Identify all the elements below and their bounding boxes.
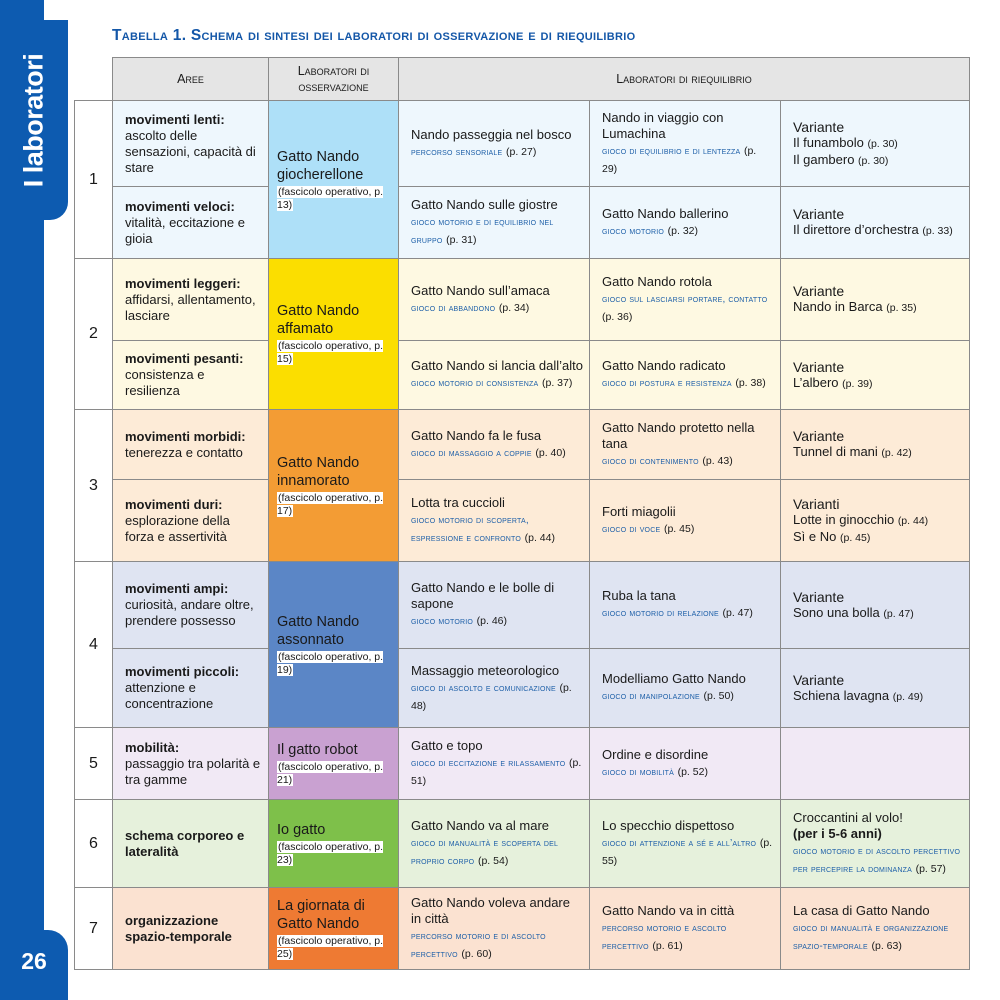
lab-type: gioco di attenzione a sé e all’altro <box>602 838 757 849</box>
area-description: esplorazione della forza e assertività <box>125 512 230 544</box>
variant-item <box>793 299 963 316</box>
table-row <box>75 888 970 970</box>
variant-page: (p. 33) <box>922 225 953 237</box>
area-description: passaggio tra polarità e tra gamme <box>125 755 261 787</box>
variant-page: (p. 39) <box>842 377 873 390</box>
lab-page: (p. 31) <box>446 233 477 246</box>
area-description: curiosità, andare oltre, prendere possesso <box>125 597 254 628</box>
lab-name: Gatto Nando e le bolle di sapone <box>411 580 555 611</box>
section-label: I laboratori <box>18 53 49 187</box>
lab-subtitle <box>602 520 774 538</box>
lab-name: Modelliamo Gatto Nando <box>602 671 746 686</box>
lab-type: gioco di voce <box>602 523 661 535</box>
observation-lab <box>269 562 399 728</box>
table-row <box>75 187 970 259</box>
lab-subtitle <box>411 444 583 462</box>
lab-subtitle <box>602 374 774 392</box>
riequilibrio-cell-c2 <box>590 562 781 649</box>
observation-lab-name: Gatto Nando affamato <box>277 303 360 337</box>
lab-page: (p. 44) <box>524 531 555 544</box>
lab-name: Gatto Nando sull’amaca <box>411 282 550 298</box>
lab-type: gioco motorio di consistenza <box>411 378 539 389</box>
lab-subtitle <box>793 842 963 878</box>
lab-type: gioco motorio e di equilibrio nel gruppo <box>411 216 554 246</box>
area-cell <box>113 480 269 562</box>
lab-page: (p. 45) <box>663 522 695 535</box>
riequilibrio-cell-c3 <box>781 187 970 259</box>
variant-heading: Varianti <box>793 495 840 512</box>
variant-item <box>793 512 963 529</box>
lab-page: (p. 27) <box>506 145 537 158</box>
lab-page: (p. 48) <box>411 681 572 712</box>
riequilibrio-cell-c2 <box>590 888 781 970</box>
observation-lab <box>269 728 399 800</box>
variant-name: L’albero <box>793 374 839 390</box>
variant-name: Nando in Barca <box>793 299 883 314</box>
lab-type: gioco di abbandono <box>411 302 496 314</box>
variant-name: Il gambero <box>793 151 855 167</box>
group-number: 4 <box>75 562 113 728</box>
header-aree: Aree <box>113 58 269 101</box>
observation-lab-note <box>277 651 392 677</box>
riequilibrio-cell-c2 <box>590 410 781 480</box>
lab-name: Gatto Nando rotola <box>602 274 712 289</box>
observation-lab <box>269 410 399 562</box>
lab-subtitle <box>602 834 774 869</box>
lab-name: Massaggio meteorologico <box>411 662 560 678</box>
area-cell <box>113 410 269 480</box>
lab-name: La casa di Gatto Nando <box>793 902 930 918</box>
lab-subtitle <box>411 927 583 963</box>
area-cell <box>113 341 269 410</box>
area-description: affidarsi, allentamento, lasciare <box>125 291 256 323</box>
lab-type: gioco di postura e resistenza <box>602 378 732 389</box>
observation-lab <box>269 101 399 259</box>
header-row <box>75 58 970 101</box>
riequilibrio-cell-c2 <box>590 259 781 341</box>
table-row <box>75 480 970 562</box>
variant-name: Lotte in ginocchio <box>793 511 895 527</box>
area-description: attenzione e concentrazione <box>125 680 214 711</box>
group-number: 5 <box>75 728 113 800</box>
lab-page: (p. 38) <box>735 377 766 389</box>
lab-name: Gatto Nando protetto nella tana <box>602 419 755 451</box>
observation-lab-note <box>277 186 392 212</box>
variant-page: (p. 45) <box>839 531 871 544</box>
lab-type: gioco motorio di scoperta, espressione e confronto <box>411 514 529 544</box>
table-title: Tabella 1. Schema di sintesi dei laboratori di osservazione e di riequilibrio <box>112 27 636 44</box>
lab-subtitle <box>411 299 583 317</box>
area-title: movimenti pesanti: <box>125 351 244 366</box>
area-title: movimenti morbidi: <box>125 428 246 444</box>
variant-heading: Variante <box>793 283 845 299</box>
lab-page: (p. 54) <box>477 854 509 867</box>
table-row <box>75 101 970 187</box>
lab-page: (p. 32) <box>667 224 699 237</box>
table-row <box>75 341 970 410</box>
observation-lab-name: La giornata di Gatto Nando <box>277 897 365 932</box>
area-title: organizzazione spazio-temporale <box>125 912 232 944</box>
observation-lab-note <box>277 340 392 366</box>
riequilibrio-cell-c1 <box>399 410 590 480</box>
lab-subtitle <box>602 452 774 470</box>
variant-page: (p. 49) <box>892 690 924 703</box>
lab-name: Gatto Nando si lancia dall’alto <box>411 358 583 373</box>
lab-type: gioco di manualità e organizzazione spazio-temporale <box>793 922 949 952</box>
variant-item <box>793 222 963 239</box>
variant-heading: Variante <box>793 428 845 444</box>
area-title: movimenti duri: <box>125 496 223 512</box>
lab-page: (p. 43) <box>702 454 733 467</box>
area-cell <box>113 649 269 728</box>
variant-page: (p. 30) <box>867 137 898 150</box>
variant-name: Sì e No <box>793 528 837 544</box>
riequilibrio-cell-c1 <box>399 101 590 187</box>
lab-type: gioco di manualità e scoperta del proprio corpo <box>411 837 559 867</box>
variant-item <box>793 688 963 705</box>
lab-name: Ruba la tana <box>602 588 676 603</box>
observation-lab-note-text: (fascicolo operativo, p. 17) <box>277 491 384 517</box>
variant-page: (p. 30) <box>858 154 889 167</box>
lab-page: (p. 63) <box>871 939 902 952</box>
table-row <box>75 800 970 888</box>
lab-type: gioco di manipolazione <box>602 691 700 702</box>
riequilibrio-cell-c2 <box>590 649 781 728</box>
observation-lab-note <box>277 935 392 961</box>
variant-page: (p. 35) <box>886 302 917 314</box>
riequilibrio-cell-c3 <box>781 259 970 341</box>
lab-page: (p. 60) <box>461 947 492 960</box>
observation-lab-name: Gatto Nando giocherellone <box>277 148 364 183</box>
variant-page: (p. 42) <box>881 447 912 459</box>
observation-lab-note <box>277 492 392 518</box>
header-riequilibrio: Laboratori di riequilibrio <box>399 58 970 101</box>
riequilibrio-cell-c1 <box>399 341 590 410</box>
table-row <box>75 728 970 800</box>
lab-subtitle <box>411 374 583 392</box>
lab-subtitle <box>602 763 774 781</box>
lab-name: Lotta tra cuccioli <box>411 494 505 510</box>
area-cell <box>113 259 269 341</box>
lab-type: gioco di contenimento <box>602 455 699 467</box>
lab-name: Nando in viaggio con Lumachina <box>602 110 724 141</box>
riequilibrio-cell-c3 <box>781 728 970 800</box>
lab-type: gioco motorio <box>602 225 665 237</box>
lab-page: (p. 52) <box>677 765 708 778</box>
variant-name: Schiena lavagna <box>793 687 890 703</box>
riequilibrio-cell-c2 <box>590 480 781 562</box>
variant-page: (p. 47) <box>883 607 914 620</box>
riequilibrio-cell-c2 <box>590 187 781 259</box>
riequilibrio-cell-c1 <box>399 259 590 341</box>
table-row <box>75 259 970 341</box>
lab-name: Croccantini al volo! <box>793 809 903 825</box>
variant-item <box>793 375 963 392</box>
variant-name: Il funambolo <box>793 134 864 150</box>
summary-table <box>74 57 970 970</box>
observation-lab-note-text: (fascicolo operativo, p. 13) <box>277 185 384 211</box>
area-description: vitalità, eccitazione e gioia <box>125 214 245 246</box>
lab-page: (p. 51) <box>411 757 582 787</box>
lab-type: percorso motorio e di ascolto percettivo <box>411 930 546 960</box>
lab-name: Gatto Nando ballerino <box>602 205 729 221</box>
variant-page: (p. 44) <box>897 514 929 527</box>
group-number: 3 <box>75 410 113 562</box>
lab-type: gioco di eccitazione e rilassamento <box>411 758 566 769</box>
variant-item <box>793 135 963 152</box>
header-osservazione: Laboratori di osservazione <box>269 58 399 101</box>
lab-name: Forti miagolii <box>602 503 676 519</box>
observation-lab-note-text: (fascicolo operativo, p. 25) <box>277 934 384 960</box>
area-description: ascolto delle sensazioni, capacità di stare <box>125 127 256 175</box>
variant-heading: Variante <box>793 206 845 222</box>
area-title: movimenti ampi: <box>125 581 229 596</box>
lab-type: gioco di equilibrio e di lentezza <box>602 146 741 157</box>
observation-lab-name: Il gatto robot <box>277 741 358 758</box>
area-title: movimenti veloci: <box>125 198 235 214</box>
lab-page: (p. 29) <box>602 145 757 175</box>
lab-subtitle <box>411 143 583 161</box>
lab-type: percorso sensoriale <box>411 146 503 158</box>
riequilibrio-cell-c1 <box>399 888 590 970</box>
lab-subtitle <box>411 511 583 547</box>
group-number: 2 <box>75 259 113 410</box>
observation-lab-note-text: (fascicolo operativo, p. 21) <box>277 760 384 786</box>
lab-subtitle <box>411 834 583 870</box>
riequilibrio-cell-c3 <box>781 562 970 649</box>
lab-name: Gatto Nando va in città <box>602 902 735 918</box>
variant-heading: Variante <box>793 358 845 375</box>
lab-name: Gatto Nando radicato <box>602 358 726 373</box>
table-row <box>75 410 970 480</box>
table-row <box>75 562 970 649</box>
riequilibrio-cell-c1 <box>399 562 590 649</box>
group-number: 1 <box>75 101 113 259</box>
area-title: movimenti piccoli: <box>125 664 240 679</box>
lab-subtitle <box>411 754 583 789</box>
area-title: movimenti lenti: <box>125 111 225 127</box>
riequilibrio-cell-c1 <box>399 187 590 259</box>
lab-name: Gatto Nando fa le fusa <box>411 427 542 443</box>
area-title: mobilità: <box>125 739 180 755</box>
lab-name: Lo specchio dispettoso <box>602 818 735 833</box>
observation-lab-note <box>277 761 392 787</box>
lab-page: (p. 55) <box>602 837 773 867</box>
riequilibrio-cell-c1 <box>399 649 590 728</box>
variant-heading: Variante <box>793 118 845 135</box>
lab-type: gioco di mobilità <box>602 766 674 778</box>
lab-subtitle <box>411 612 583 630</box>
observation-lab-name: Gatto Nando innamorato <box>277 454 360 489</box>
observation-lab-note-text: (fascicolo operativo, p. 19) <box>277 650 384 676</box>
riequilibrio-cell-c1 <box>399 728 590 800</box>
riequilibrio-cell-c3 <box>781 480 970 562</box>
lab-page: (p. 37) <box>542 377 573 389</box>
lab-subtitle <box>602 687 774 705</box>
variant-item <box>793 444 963 461</box>
observation-lab <box>269 259 399 410</box>
group-number: 7 <box>75 888 113 970</box>
riequilibrio-cell-c1 <box>399 480 590 562</box>
lab-type: percorso motorio e ascolto percettivo <box>602 922 727 952</box>
lab-page: (p. 47) <box>722 607 753 619</box>
riequilibrio-cell-c3 <box>781 649 970 728</box>
lab-type: gioco motorio e di ascolto percettivo per percepire la dominanza <box>793 845 961 875</box>
riequilibrio-cell-c1 <box>399 800 590 888</box>
riequilibrio-cell-c2 <box>590 800 781 888</box>
lab-type: gioco di ascolto e comunicazione <box>411 682 556 694</box>
lab-type: gioco di massaggio a coppie <box>411 447 532 459</box>
lab-page: (p. 40) <box>535 446 566 459</box>
lab-type: gioco motorio di relazione <box>602 608 719 619</box>
page-number: 26 <box>21 948 47 974</box>
observation-lab-note-text: (fascicolo operativo, p. 15) <box>277 340 384 365</box>
variant-name: Sono una bolla <box>793 604 880 620</box>
variant-name: Tunnel di mani <box>793 444 878 459</box>
riequilibrio-cell-c3 <box>781 341 970 410</box>
observation-lab <box>269 800 399 888</box>
variant-item <box>793 529 963 546</box>
lab-subtitle <box>602 919 774 955</box>
observation-lab-name: Gatto Nando assonnato <box>277 613 360 648</box>
lab-name: Gatto Nando voleva andare in città <box>411 894 570 926</box>
riequilibrio-cell-c3 <box>781 410 970 480</box>
riequilibrio-cell-c3 <box>781 800 970 888</box>
lab-type: gioco motorio <box>411 616 474 627</box>
observation-lab <box>269 888 399 970</box>
area-description: tenerezza e contatto <box>125 444 243 460</box>
table-row <box>75 649 970 728</box>
lab-subtitle <box>411 679 583 714</box>
lab-page: (p. 61) <box>652 939 683 952</box>
area-cell <box>113 800 269 888</box>
lab-subtitle <box>793 919 963 955</box>
lab-page: (p. 34) <box>498 301 530 314</box>
lab-name: Gatto e topo <box>411 738 483 753</box>
area-cell <box>113 101 269 187</box>
observation-lab-note <box>277 841 392 867</box>
lab-subtitle <box>602 290 774 325</box>
riequilibrio-cell-c2 <box>590 101 781 187</box>
area-cell <box>113 187 269 259</box>
observation-lab-name: Io gatto <box>277 821 326 838</box>
lab-subtitle <box>602 142 774 177</box>
header-blank <box>75 58 113 101</box>
lab-name: Gatto Nando va al mare <box>411 817 550 833</box>
riequilibrio-cell-c3 <box>781 888 970 970</box>
riequilibrio-cell-c2 <box>590 728 781 800</box>
lab-type: gioco sul lasciarsi portare, contatto <box>602 294 768 305</box>
area-cell <box>113 562 269 649</box>
area-title: schema corporeo e lateralità <box>125 827 245 859</box>
riequilibrio-cell-c2 <box>590 341 781 410</box>
lab-page: (p. 36) <box>602 311 633 323</box>
lab-subtitle <box>602 604 774 622</box>
lab-page: (p. 50) <box>703 690 734 702</box>
sidebar <box>0 0 68 1000</box>
lab-age-note: (per i 5-6 anni) <box>793 825 882 841</box>
area-cell <box>113 888 269 970</box>
lab-name: Nando passeggia nel bosco <box>411 126 572 142</box>
lab-page: (p. 57) <box>915 862 946 875</box>
area-cell <box>113 728 269 800</box>
group-number: 6 <box>75 800 113 888</box>
variant-heading: Variante <box>793 588 845 605</box>
variant-name: Il direttore d’orchestra <box>793 222 919 237</box>
variant-heading: Variante <box>793 671 845 688</box>
variant-item <box>793 152 963 169</box>
lab-subtitle <box>602 222 774 240</box>
riequilibrio-cell-c3 <box>781 101 970 187</box>
lab-subtitle <box>411 213 583 249</box>
variant-item <box>793 605 963 622</box>
lab-name: Ordine e disordine <box>602 746 709 762</box>
area-title: movimenti leggeri: <box>125 275 241 291</box>
area-description: consistenza e resilienza <box>125 367 205 398</box>
lab-page: (p. 46) <box>476 615 508 627</box>
lab-name: Gatto Nando sulle giostre <box>411 196 558 212</box>
observation-lab-note-text: (fascicolo operativo, p. 23) <box>277 840 384 866</box>
